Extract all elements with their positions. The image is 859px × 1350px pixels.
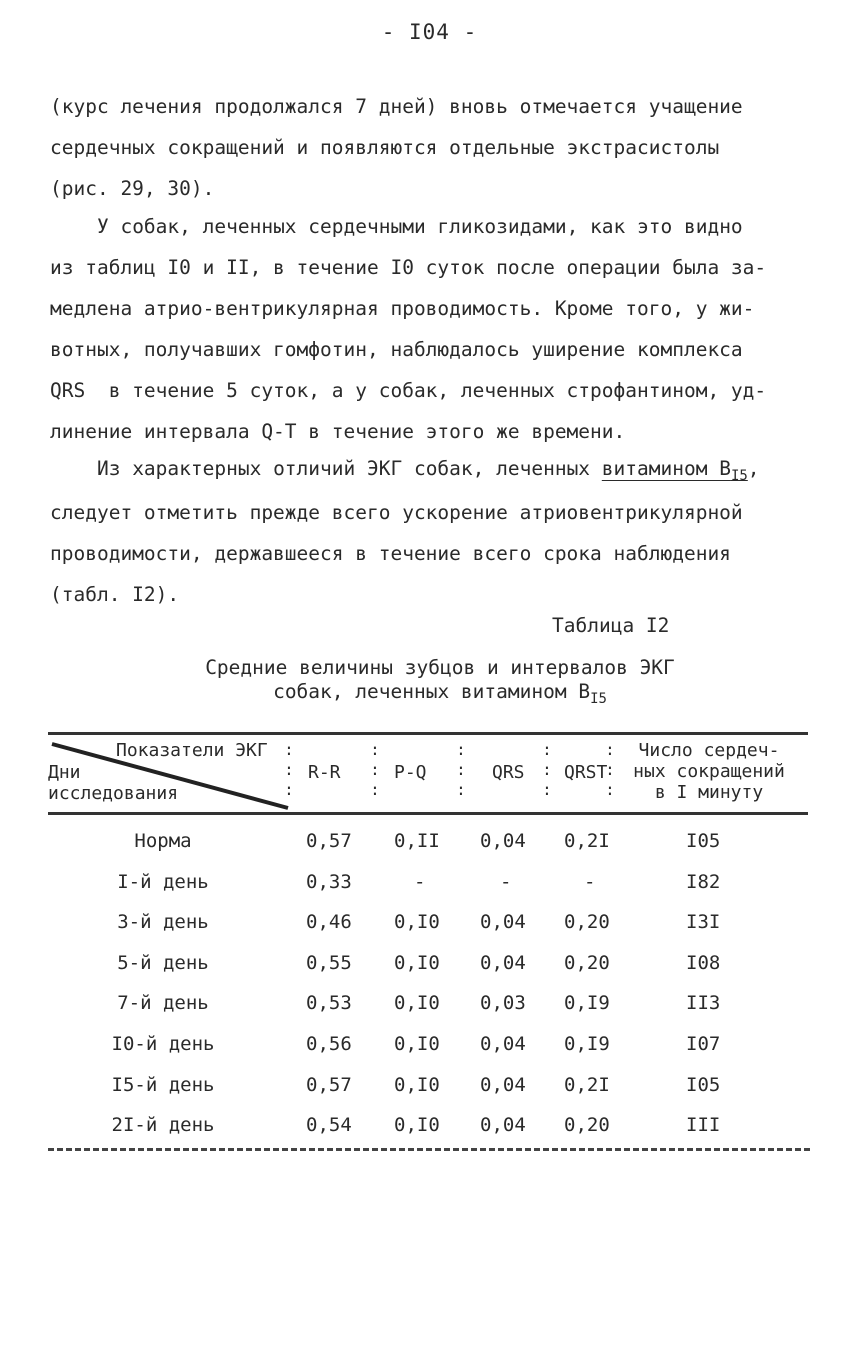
table-row	[48, 1066, 810, 1107]
paragraph-3-comma: ,	[747, 457, 760, 480]
paragraph-3-rest: следует отметить прежде всего ускорение атриовентрикулярной проводимости, державшееся в течение всего срока наблюдения (табл. I2).	[50, 501, 743, 606]
cell-pq: 0,I0	[394, 1073, 440, 1096]
table-row	[48, 1106, 810, 1147]
paragraph-3	[50, 448, 820, 615]
cell-pq: 0,I0	[394, 1114, 440, 1137]
cell-rr: 0,55	[306, 951, 352, 974]
cell-pq: 0,I0	[394, 951, 440, 974]
page-number: - I04 -	[381, 20, 478, 44]
table-row	[48, 984, 810, 1025]
table-header	[48, 740, 810, 810]
table-row	[48, 1025, 810, 1066]
cell-qrst: 0,20	[564, 1114, 610, 1137]
column-separator: : : :	[370, 740, 380, 799]
cell-day: I0-й день	[111, 1032, 215, 1055]
vitamin-subscript: I5	[730, 468, 748, 484]
cell-rr: 0,57	[306, 1073, 352, 1096]
paragraph-1: (курс лечения продолжался 7 дней) вновь отмечается учащение сердечных сокращений и появляются отдельные экстрасистолы (рис. 29, 30).	[50, 95, 743, 200]
cell-qrs: 0,04	[480, 911, 526, 934]
table-title-line-1: Средние величины зубцов и интервалов ЭКГ	[205, 656, 675, 679]
cell-rr: 0,57	[306, 830, 352, 852]
table-body	[48, 822, 810, 1147]
cell-qrs: 0,04	[480, 830, 526, 852]
cell-heart-rate: II3	[686, 992, 721, 1015]
paragraph-3-lead: Из характерных отличий ЭКГ собак, леченных	[50, 457, 602, 480]
paragraph-2: У собак, леченных сердечными гликозидами, как это видно из таблиц I0 и II, в течение I0 суток после операции была за- медлена атрио-вентрикулярная проводимость. Кроме того, у жи- вотных, получавших гомфотин, наблюдалось уширение комплекса QRS в течение 5 суток, а у собак, леченных строфантином, уд- линение интервала Q-T в течение этого же времени.	[50, 215, 767, 443]
header-days-label: Дни	[48, 762, 81, 783]
cell-pq: -	[414, 870, 426, 893]
cell-day: 7-й день	[117, 992, 209, 1015]
cell-qrs: 0,04	[480, 1114, 526, 1137]
cell-qrs: 0,04	[480, 1073, 526, 1096]
paragraph-3-underlined	[601, 457, 748, 484]
table-header-rule	[48, 812, 808, 815]
vitamin-name: витамином B	[601, 457, 731, 480]
cell-day: I-й день	[117, 870, 209, 893]
column-separator: : : :	[456, 740, 466, 799]
cell-qrs: -	[500, 870, 512, 893]
cell-rr: 0,33	[306, 870, 352, 893]
cell-heart-rate: I05	[686, 1073, 721, 1096]
cell-pq: 0,II	[394, 830, 440, 852]
cell-day: 2I-й день	[111, 1114, 215, 1137]
cell-qrst: 0,20	[564, 951, 610, 974]
column-separator: : : :	[605, 740, 615, 799]
header-indicators-label: Показатели ЭКГ	[116, 740, 268, 761]
cell-pq: 0,I0	[394, 1032, 440, 1055]
cell-heart-rate: I05	[686, 830, 721, 852]
cell-qrst: -	[584, 870, 596, 893]
cell-qrst: 0,I9	[564, 992, 610, 1015]
column-separator: : : :	[542, 740, 552, 799]
table-bottom-rule	[48, 1148, 810, 1151]
cell-pq: 0,I0	[394, 911, 440, 934]
header-pq: P-Q	[394, 762, 427, 783]
cell-heart-rate: I08	[686, 951, 721, 974]
table-title-text: собак, леченных витамином B	[273, 680, 591, 703]
cell-rr: 0,53	[306, 992, 352, 1015]
cell-day: I5-й день	[111, 1073, 215, 1096]
cell-heart-rate: III	[686, 1114, 721, 1137]
table-row	[48, 944, 810, 985]
header-qrst: QRST	[564, 762, 608, 783]
cell-day: Норма	[134, 830, 192, 852]
cell-qrst: 0,I9	[564, 1032, 610, 1055]
table-row	[48, 903, 810, 944]
cell-rr: 0,46	[306, 911, 352, 934]
table-row	[48, 822, 810, 863]
header-heart-rate: Число сердеч- ных сокращений в I минуту	[633, 740, 785, 803]
column-separator: : : :	[284, 740, 294, 799]
cell-heart-rate: I3I	[686, 911, 721, 934]
table-number: Таблица I2	[552, 614, 670, 637]
table-row	[48, 863, 810, 904]
cell-day: 5-й день	[117, 951, 209, 974]
cell-qrs: 0,04	[480, 951, 526, 974]
cell-day: 3-й день	[117, 911, 209, 934]
header-study-label: исследования	[48, 783, 179, 804]
cell-rr: 0,54	[306, 1114, 352, 1137]
table-title-line-2	[100, 680, 780, 706]
cell-pq: 0,I0	[394, 992, 440, 1015]
cell-qrs: 0,03	[480, 992, 526, 1015]
table-top-rule	[48, 732, 808, 735]
cell-heart-rate: I82	[686, 870, 721, 893]
header-rr: R-R	[308, 762, 341, 783]
table-title	[100, 656, 780, 706]
cell-rr: 0,56	[306, 1032, 352, 1055]
header-qrs: QRS	[492, 762, 525, 783]
cell-qrst: 0,2I	[564, 830, 610, 852]
cell-qrst: 0,20	[564, 911, 610, 934]
table-title-subscript: I5	[590, 691, 607, 707]
cell-qrs: 0,04	[480, 1032, 526, 1055]
cell-qrst: 0,2I	[564, 1073, 610, 1096]
cell-heart-rate: I07	[686, 1032, 721, 1055]
